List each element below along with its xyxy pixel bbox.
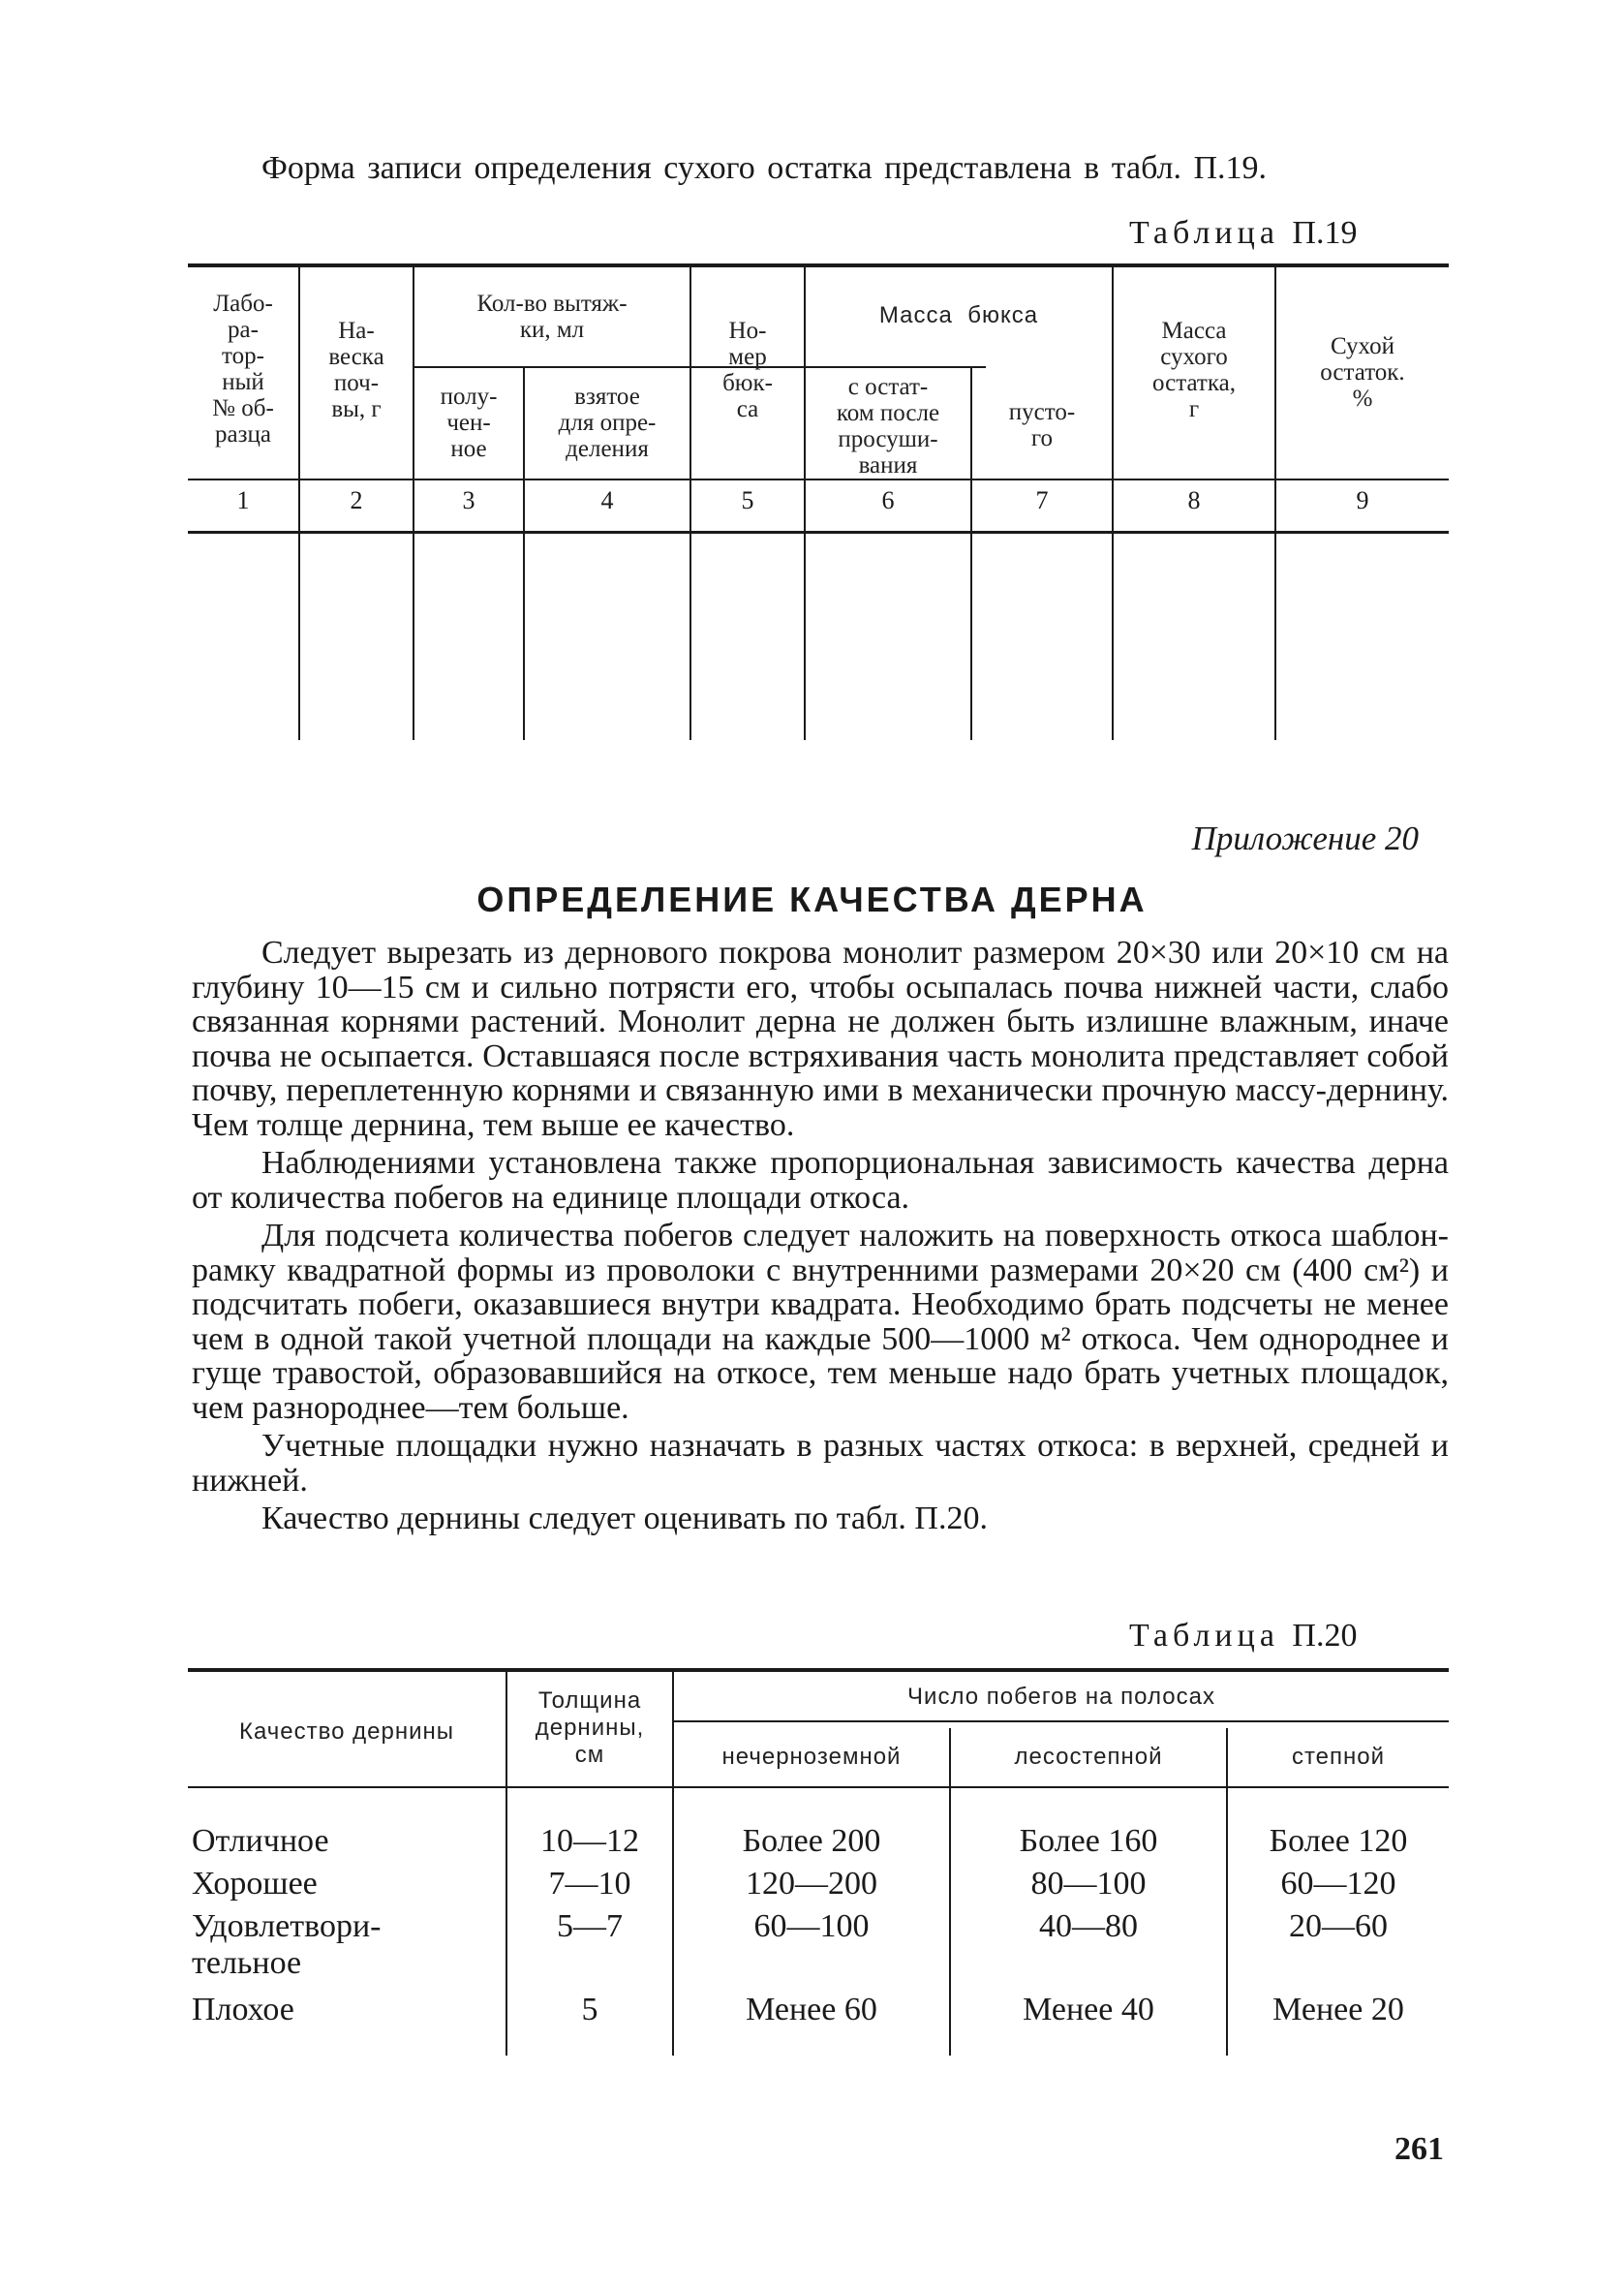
table20-cell-quality: Хорошее (192, 1866, 318, 1902)
table20-header-thickness: Толщина дернины, см (535, 1687, 645, 1768)
intro-line: Форма записи определения сухого остатка представлена в табл. П.19. (261, 150, 1268, 186)
paragraph: Для подсчета количества побегов следует наложить на поверхность откоса шаблон-рамку квадратной формы из проволоки с внутренними размерами 20×20 см (400 см²) и подсчитать побеги, оказавшиеся внутри квадрата. Необходимо брать подсчеты не менее чем в одной такой учетной площади на каждые 500—1000 м² откоса. Чем однороднее и гуще травостой, образовавшийся на откосе, тем меньше надо брать учетных площадок, чем разнороднее—тем больше. (192, 1218, 1449, 1426)
table20-cell-zone2: Более 160 (1019, 1823, 1158, 1859)
table20-header-zone-nonchernozem: нечерноземной (721, 1744, 902, 1770)
paragraph: Качество дернины следует оценивать по табл. П.20. (261, 1500, 988, 1536)
table20-cell-zone3: 20—60 (1289, 1908, 1388, 1944)
table19-column-number: 1 (236, 486, 250, 514)
page-number: 261 (1394, 2131, 1444, 2167)
table19-header-rule (188, 479, 1449, 480)
table20-cell-zone2: 40—80 (1039, 1908, 1138, 1944)
paragraph: Учетные площадки нужно назначать в разных частях откоса: в верхней, средней и нижней. (192, 1428, 1449, 1499)
table19-top-rule (188, 263, 1449, 267)
table20-caption-word: Таблица (1129, 1618, 1279, 1654)
table20-cell-zone2: 80—100 (1030, 1866, 1147, 1902)
table20-cell-zone3: Менее 20 (1272, 1992, 1404, 2027)
table20-top-rule (188, 1668, 1449, 1672)
body-text (192, 936, 1449, 1536)
table19-caption-word: Таблица (1129, 215, 1279, 251)
table20-header-shoots: Число побегов на полосах (907, 1684, 1215, 1710)
table20-header-zone-forest-steppe: лесостепной (1014, 1744, 1163, 1770)
section-title: ОПРЕДЕЛЕНИЕ КАЧЕСТВА ДЕРНА (476, 880, 1148, 919)
table19-header-box-number: Но- мер бюк- са (722, 318, 773, 422)
table19-header-received: полу- чен- ное (440, 384, 498, 462)
paragraph: Наблюдениями установлена также пропорциональная зависимость качества дерна от количества побегов на единице площади откоса. (192, 1145, 1449, 1216)
table19-header-empty: пусто- го (1008, 399, 1076, 451)
table19-column-number: 5 (741, 486, 754, 514)
table19-caption (1129, 215, 1357, 252)
table19-column-number: 8 (1187, 486, 1201, 514)
table20 (188, 1668, 1449, 2056)
table20-cell-thickness: 5—7 (557, 1908, 623, 1944)
table19-column-number: 2 (350, 486, 363, 514)
table19-column-number: 3 (462, 486, 475, 514)
table20-cell-zone3: Более 120 (1269, 1823, 1408, 1859)
table19-column-number: 4 (600, 486, 614, 514)
table19-caption-number: П.19 (1292, 215, 1358, 251)
table19-header-extract-volume: Кол-во вытяж- ки, мл (476, 291, 628, 343)
table19-column-number: 7 (1035, 486, 1049, 514)
table20-cell-zone3: 60—120 (1280, 1866, 1396, 1902)
table19 (188, 263, 1449, 740)
table20-cell-thickness: 10—12 (540, 1823, 639, 1859)
table19-column-number: 6 (881, 486, 895, 514)
table20-caption (1129, 1618, 1357, 1655)
table19-header-sample-weight: На- веска поч- вы, г (328, 318, 384, 422)
table20-cell-zone1: 120—200 (746, 1866, 877, 1902)
table20-header-quality: Качество дернины (238, 1718, 454, 1745)
table20-cell-quality: Плохое (192, 1992, 294, 2027)
table20-cell-quality: Отличное (192, 1823, 329, 1859)
table20-cell-zone1: Менее 60 (746, 1992, 877, 2027)
paragraph: Следует вырезать из дернового покрова монолит размером 20×30 или 20×10 см на глубину 10—15 см и сильно потрясти его, чтобы осыпалась почва нижней части, слабо связанная корнями растений. Монолит дерна не должен быть излишне влажным, иначе почва не осыпается. Оставшаяся после встряхивания часть монолита представляет собой почву, переплетенную корнями и связанную ими в механически прочную массу-дернину. Чем толще дернина, тем выше ее качество. (192, 935, 1449, 1143)
appendix-label: Приложение 20 (1191, 820, 1419, 857)
table20-header-zone-steppe: степной (1291, 1744, 1386, 1770)
table19-header-lab-number: Лабо- ра- тор- ный № об- разца (212, 291, 274, 448)
table19-header-box-mass: Масса бюкса (878, 302, 1039, 328)
table20-cell-zone1: 60—100 (753, 1908, 870, 1944)
table19-numbers-rule (188, 531, 1449, 534)
table19-column-number: 9 (1356, 486, 1369, 514)
table20-cell-thickness: 7—10 (548, 1866, 631, 1902)
table20-cell-zone2: Менее 40 (1023, 1992, 1154, 2027)
table19-header-dry-mass: Масса сухого остатка, г (1152, 318, 1236, 422)
table19-header-dry-residue-percent: Сухой остаток. % (1320, 333, 1405, 412)
table20-header-rule (188, 1786, 1449, 1788)
table20-group-rule (672, 1720, 1449, 1722)
table20-cell-quality: Удовлетвори- тельное (192, 1908, 382, 1981)
table19-header-with-residue: с остат- ком после просуши- вания (836, 374, 940, 479)
table20-caption-number: П.20 (1292, 1618, 1358, 1654)
table19-header-taken: взятое для опре- деления (558, 384, 657, 462)
table20-cell-thickness: 5 (581, 1992, 598, 2027)
table20-cell-zone1: Более 200 (742, 1823, 881, 1859)
